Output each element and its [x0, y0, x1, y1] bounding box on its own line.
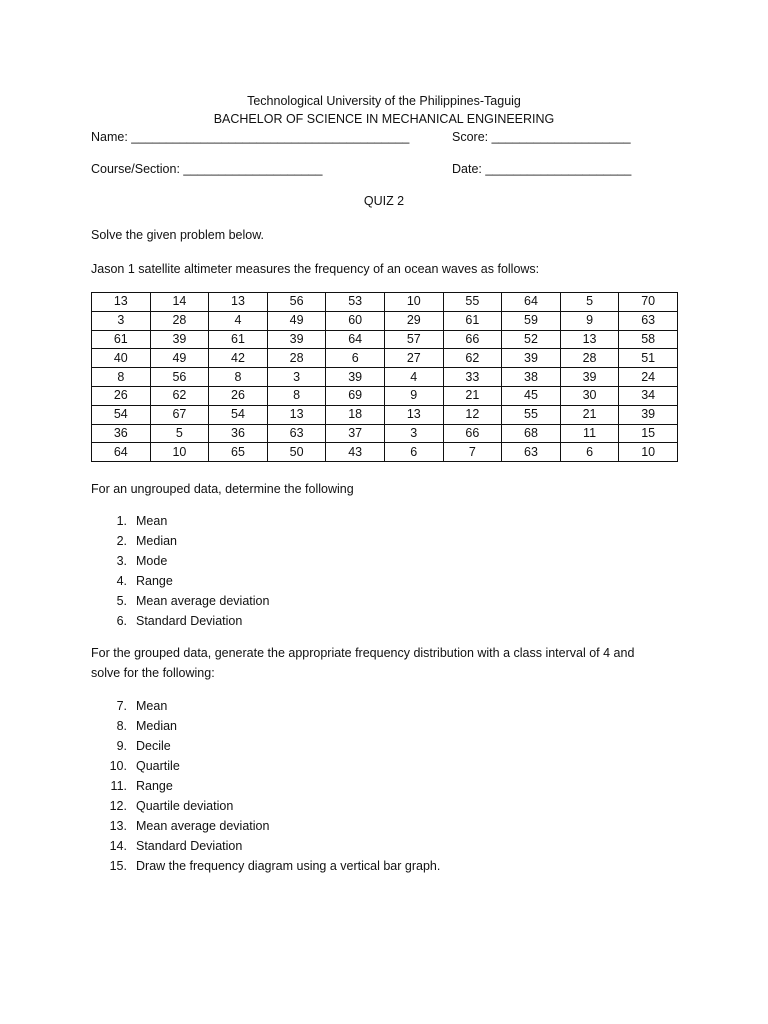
- table-cell: 10: [384, 293, 443, 312]
- table-cell: 3: [384, 424, 443, 443]
- list-item-number: 6.: [116, 614, 127, 628]
- table-row: [92, 311, 678, 330]
- table-cell: 36: [209, 424, 268, 443]
- table-cell: 39: [560, 368, 619, 387]
- table-cell: 13: [209, 293, 268, 312]
- list-item-number: 10.: [109, 759, 127, 773]
- table-cell: 54: [92, 405, 151, 424]
- table-cell: 49: [267, 311, 326, 330]
- list-item: [91, 571, 491, 591]
- list-item-text: Standard Deviation: [136, 614, 243, 628]
- table-cell: 4: [209, 311, 268, 330]
- list-item-number: 7.: [116, 699, 127, 713]
- list-item-number: 11.: [110, 779, 127, 793]
- table-cell: 36: [92, 424, 151, 443]
- list-item: [91, 836, 591, 856]
- instruction-text: Solve the given problem below.: [91, 228, 265, 242]
- table-cell: 70: [619, 293, 678, 312]
- table-cell: 64: [326, 330, 385, 349]
- table-cell: 21: [560, 405, 619, 424]
- list-item-text: Range: [136, 779, 173, 793]
- table-cell: 45: [502, 386, 561, 405]
- list-item-text: Quartile: [136, 759, 180, 773]
- table-row: [92, 368, 678, 387]
- table-cell: 11: [560, 424, 619, 443]
- table-cell: 64: [502, 293, 561, 312]
- list-item-text: Mean average deviation: [136, 594, 270, 608]
- list-item: [91, 531, 491, 551]
- table-cell: 14: [150, 293, 209, 312]
- table-cell: 52: [502, 330, 561, 349]
- table-cell: 3: [92, 311, 151, 330]
- list-item-number: 4.: [116, 574, 127, 588]
- list-item: [91, 591, 491, 611]
- list-item-number: 15.: [109, 859, 127, 873]
- list-item: [91, 856, 591, 876]
- list-item-number: 5.: [116, 594, 127, 608]
- table-cell: 6: [560, 443, 619, 462]
- table-cell: 5: [150, 424, 209, 443]
- table-cell: 64: [92, 443, 151, 462]
- table-cell: 66: [443, 330, 502, 349]
- table-cell: 30: [560, 386, 619, 405]
- table-cell: 42: [209, 349, 268, 368]
- list-item: [91, 551, 491, 571]
- table-row: [92, 349, 678, 368]
- list-item-text: Standard Deviation: [136, 839, 243, 853]
- table-cell: 34: [619, 386, 678, 405]
- table-cell: 6: [326, 349, 385, 368]
- table-row: [92, 424, 678, 443]
- program-title: BACHELOR OF SCIENCE IN MECHANICAL ENGINEERING: [213, 112, 555, 126]
- table-cell: 13: [267, 405, 326, 424]
- table-cell: 26: [209, 386, 268, 405]
- list-item: [91, 611, 491, 631]
- table-cell: 62: [150, 386, 209, 405]
- table-row: [92, 293, 678, 312]
- table-cell: 61: [209, 330, 268, 349]
- table-cell: 55: [443, 293, 502, 312]
- table-cell: 8: [92, 368, 151, 387]
- table-cell: 9: [384, 386, 443, 405]
- list-item-text: Draw the frequency diagram using a vertical bar graph.: [136, 859, 441, 873]
- table-cell: 10: [150, 443, 209, 462]
- list-item: [91, 716, 591, 736]
- table-cell: 37: [326, 424, 385, 443]
- table-cell: 18: [326, 405, 385, 424]
- list-item-text: Range: [136, 574, 173, 588]
- list-item-text: Quartile deviation: [136, 799, 234, 813]
- table-cell: 54: [209, 405, 268, 424]
- list-item-number: 8.: [116, 719, 127, 733]
- table-cell: 3: [267, 368, 326, 387]
- table-row: [92, 443, 678, 462]
- table-cell: 33: [443, 368, 502, 387]
- table-cell: 53: [326, 293, 385, 312]
- table-cell: 63: [502, 443, 561, 462]
- list-item-number: 2.: [116, 534, 127, 548]
- list-item: [91, 756, 591, 776]
- table-cell: 12: [443, 405, 502, 424]
- list-item-text: Median: [136, 719, 177, 733]
- grouped-question-list: [91, 696, 591, 876]
- list-item: [91, 776, 591, 796]
- date-field-label: Date: _____________________: [452, 162, 632, 176]
- table-cell: 56: [150, 368, 209, 387]
- table-cell: 26: [92, 386, 151, 405]
- course-section-field-label: Course/Section: ____________________: [91, 162, 323, 176]
- table-cell: 60: [326, 311, 385, 330]
- table-cell: 56: [267, 293, 326, 312]
- table-cell: 65: [209, 443, 268, 462]
- problem-statement: Jason 1 satellite altimeter measures the frequency of an ocean waves as follows:: [91, 262, 540, 276]
- table-cell: 63: [619, 311, 678, 330]
- list-item: [91, 696, 591, 716]
- table-cell: 24: [619, 368, 678, 387]
- table-cell: 13: [384, 405, 443, 424]
- list-item: [91, 816, 591, 836]
- table-cell: 40: [92, 349, 151, 368]
- table-cell: 67: [150, 405, 209, 424]
- list-item-text: Mean: [136, 699, 168, 713]
- table-row: [92, 386, 678, 405]
- grouped-intro-line2: solve for the following:: [91, 666, 215, 680]
- list-item-text: Mean: [136, 514, 168, 528]
- table-cell: 43: [326, 443, 385, 462]
- list-item: [91, 736, 591, 756]
- table-cell: 21: [443, 386, 502, 405]
- list-item-number: 12.: [109, 799, 127, 813]
- table-cell: 8: [209, 368, 268, 387]
- table-cell: 39: [267, 330, 326, 349]
- table-cell: 49: [150, 349, 209, 368]
- table-cell: 62: [443, 349, 502, 368]
- table-cell: 61: [92, 330, 151, 349]
- table-cell: 61: [443, 311, 502, 330]
- table-cell: 29: [384, 311, 443, 330]
- table-cell: 10: [619, 443, 678, 462]
- table-cell: 4: [384, 368, 443, 387]
- table-cell: 28: [150, 311, 209, 330]
- grouped-intro-line1: For the grouped data, generate the appropriate frequency distribution with a class interval of 4 and: [91, 646, 635, 660]
- table-cell: 15: [619, 424, 678, 443]
- table-cell: 28: [267, 349, 326, 368]
- table-cell: 28: [560, 349, 619, 368]
- table-row: [92, 405, 678, 424]
- table-cell: 13: [560, 330, 619, 349]
- table-cell: 59: [502, 311, 561, 330]
- table-cell: 6: [384, 443, 443, 462]
- list-item-text: Decile: [136, 739, 171, 753]
- list-item-number: 13.: [109, 819, 127, 833]
- table-cell: 5: [560, 293, 619, 312]
- name-field-label: Name: ________________________________________: [91, 130, 410, 144]
- frequency-data-table: [91, 292, 678, 462]
- table-cell: 66: [443, 424, 502, 443]
- table-cell: 39: [619, 405, 678, 424]
- score-field-label: Score: ____________________: [452, 130, 631, 144]
- table-cell: 39: [502, 349, 561, 368]
- table-cell: 50: [267, 443, 326, 462]
- list-item: [91, 796, 591, 816]
- table-cell: 68: [502, 424, 561, 443]
- table-row: [92, 330, 678, 349]
- list-item-text: Mean average deviation: [136, 819, 270, 833]
- table-cell: 9: [560, 311, 619, 330]
- list-item-number: 14.: [109, 839, 127, 853]
- table-cell: 63: [267, 424, 326, 443]
- table-cell: 7: [443, 443, 502, 462]
- quiz-title: QUIZ 2: [363, 194, 405, 208]
- list-item-number: 9.: [116, 739, 127, 753]
- list-item-number: 3.: [116, 554, 127, 568]
- table-cell: 69: [326, 386, 385, 405]
- table-cell: 39: [150, 330, 209, 349]
- table-cell: 57: [384, 330, 443, 349]
- table-cell: 8: [267, 386, 326, 405]
- table-cell: 13: [92, 293, 151, 312]
- ungrouped-question-list: [91, 511, 491, 631]
- table-cell: 51: [619, 349, 678, 368]
- list-item: [91, 511, 491, 531]
- list-item-text: Mode: [136, 554, 168, 568]
- university-title: Technological University of the Philippines-Taguig: [247, 94, 521, 108]
- list-item-number: 1.: [116, 514, 127, 528]
- table-cell: 27: [384, 349, 443, 368]
- list-item-text: Median: [136, 534, 177, 548]
- table-cell: 58: [619, 330, 678, 349]
- table-cell: 55: [502, 405, 561, 424]
- table-cell: 38: [502, 368, 561, 387]
- ungrouped-intro: For an ungrouped data, determine the following: [91, 482, 354, 496]
- table-cell: 39: [326, 368, 385, 387]
